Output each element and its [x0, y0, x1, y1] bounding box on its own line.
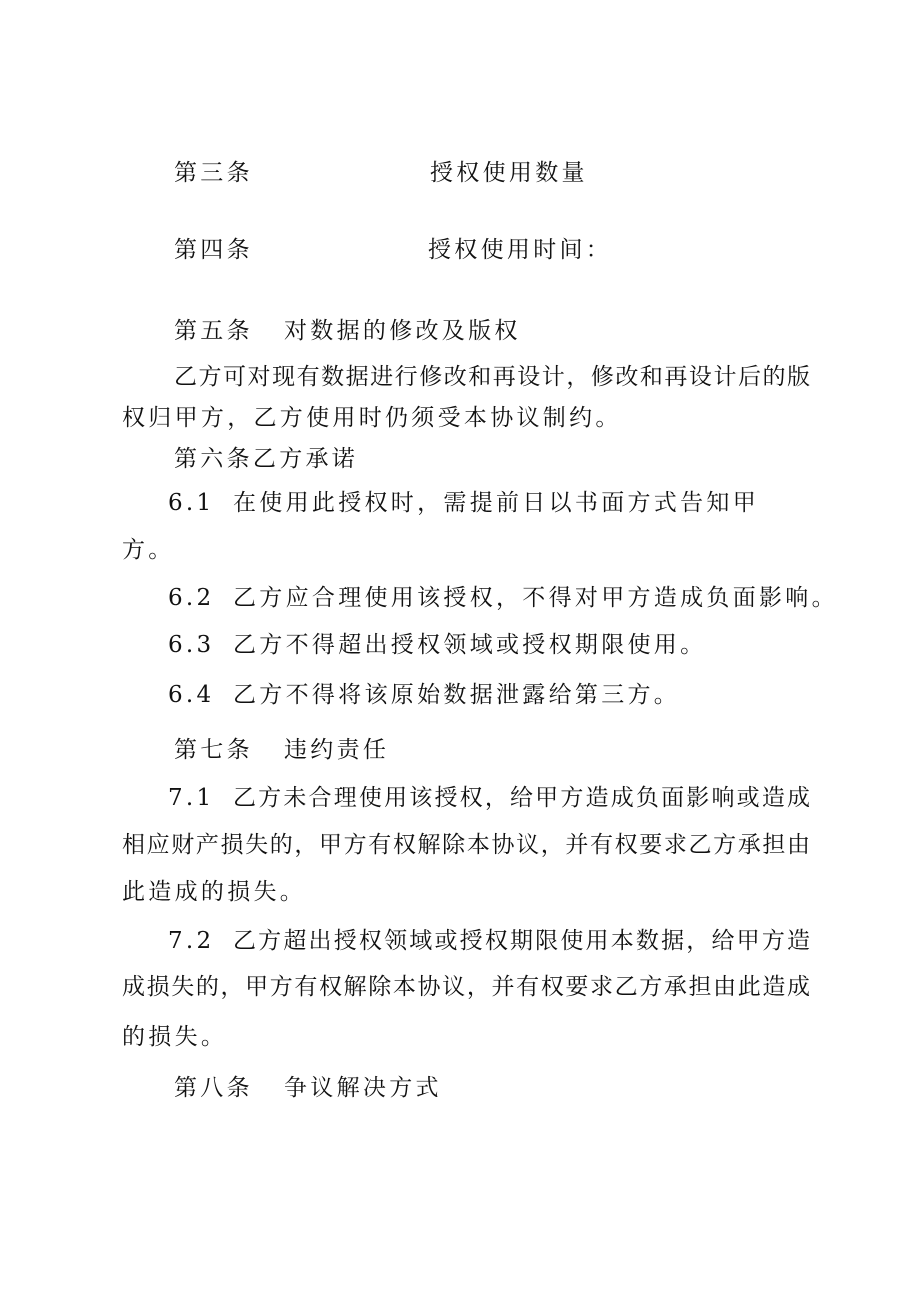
article-8-number: 第八条: [174, 1075, 253, 1101]
clause-6-3-text: 乙方不得超出授权领域或授权期限使用。: [233, 632, 707, 658]
article-4-number: 第四条: [174, 237, 253, 263]
clause-7-2-line-2: 成损失的，甲方有权解除本协议，并有权要求乙方承担由此造成: [122, 974, 810, 1000]
clause-7-2-line-3: 的损失。: [122, 1024, 228, 1050]
article-6-heading: 第六条乙方承诺: [174, 446, 359, 472]
clause-6-4-text: 乙方不得将该原始数据泄露给第三方。: [233, 682, 681, 708]
article-5-number: 第五条: [174, 318, 253, 344]
clause-7-1-line-2: 相应财产损失的，甲方有权解除本协议，并有权要求乙方承担由: [122, 832, 810, 858]
article-4-title: 授权使用时间：: [428, 237, 613, 263]
clause-7-1-number: 7.1: [168, 785, 215, 811]
article-5-paragraph-line-2: 权归甲方，乙方使用时仍须受本协议制约。: [122, 405, 622, 431]
article-7-number: 第七条: [174, 737, 253, 763]
clause-6-3-number: 6.3: [168, 632, 215, 658]
article-5-paragraph-line-1: 乙方可对现有数据进行修改和再设计，修改和再设计后的版: [174, 364, 810, 390]
article-7-title: 违约责任: [284, 737, 390, 763]
article-8-title: 争议解决方式: [284, 1075, 442, 1101]
clause-6-2-text: 乙方应合理使用该授权，不得对甲方造成负面影响。: [233, 585, 838, 611]
clause-6-1-number: 6.1: [168, 490, 215, 516]
clause-6-1-text: 在使用此授权时，需提前日以书面方式告知甲: [233, 490, 759, 516]
article-3-title: 授权使用数量: [430, 160, 588, 186]
article-5-title: 对数据的修改及版权: [284, 318, 521, 344]
clause-7-2-line-1: 乙方超出授权领域或授权期限使用本数据，给甲方造: [233, 928, 810, 954]
clause-7-1-line-3: 此造成的损失。: [122, 879, 307, 905]
clause-6-1-continuation: 方。: [122, 537, 175, 563]
article-3-number: 第三条: [174, 160, 253, 186]
clause-6-4-number: 6.4: [168, 682, 215, 708]
clause-6-2-number: 6.2: [168, 585, 215, 611]
clause-7-2-number: 7.2: [168, 928, 215, 954]
clause-7-1-line-1: 乙方未合理使用该授权，给甲方造成负面影响或造成: [233, 785, 810, 811]
